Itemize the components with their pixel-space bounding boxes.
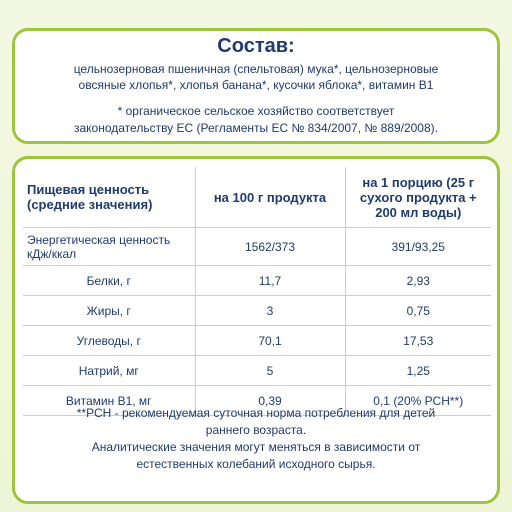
organic-note: [23, 103, 489, 137]
header-nutrition-value: Пищевая ценность (средние значения): [23, 167, 195, 228]
row-per-100g: 11,7: [195, 266, 345, 296]
composition-title: Состав:: [217, 35, 295, 57]
header-per-100g: на 100 г продукта: [195, 167, 345, 228]
footnote-line-4: естественных колебаний исходного сырья.: [136, 457, 376, 471]
table-row: [23, 228, 491, 266]
row-name: Жиры, г: [23, 296, 195, 326]
organic-note-line-1: * органическое сельское хозяйство соответствует: [117, 104, 395, 118]
row-per-serving: 2,93: [345, 266, 491, 296]
footnote-line-1: **РСН - рекомендуемая суточная норма потребления для детей: [76, 406, 436, 420]
row-per-serving: 0,75: [345, 296, 491, 326]
table-row: [23, 326, 491, 356]
organic-note-line-2: законодательству ЕС (Регламенты ЕС № 834/2007, № 889/2008).: [74, 121, 438, 135]
table-row: [23, 356, 491, 386]
composition-panel: [12, 28, 500, 144]
table-header-row: [23, 167, 491, 228]
row-per-100g: 0,39: [195, 386, 345, 416]
row-per-100g: 70,1: [195, 326, 345, 356]
row-name: Белки, г: [23, 266, 195, 296]
ingredients-text: [23, 61, 489, 93]
footnote: [23, 405, 489, 473]
row-name: Углеводы, г: [23, 326, 195, 356]
row-per-serving: 17,53: [345, 326, 491, 356]
row-name: Витамин В1, мг: [23, 386, 195, 416]
table-row: [23, 296, 491, 326]
row-name: Энергетическая ценность кДж/ккал: [23, 228, 195, 266]
table-row: [23, 266, 491, 296]
row-per-serving: 391/93,25: [345, 228, 491, 266]
row-per-100g: 3: [195, 296, 345, 326]
nutrition-table: [23, 167, 491, 416]
footnote-line-2: раннего возраста.: [205, 423, 307, 437]
row-per-serving: 1,25: [345, 356, 491, 386]
row-per-serving: 0,1 (20% РСН**): [345, 386, 491, 416]
ingredients-line-1: цельнозерновая пшеничная (спельтовая) мука*, цельнозерновые: [73, 62, 439, 76]
nutrition-panel: [12, 156, 500, 504]
row-name: Натрий, мг: [23, 356, 195, 386]
row-per-100g: 5: [195, 356, 345, 386]
row-per-100g: 1562/373: [195, 228, 345, 266]
footnote-line-3: Аналитические значения могут меняться в зависимости от: [91, 440, 421, 454]
ingredients-line-2: овсяные хлопья*, хлопья банана*, кусочки яблока*, витамин В1: [78, 78, 434, 92]
header-per-serving: на 1 порцию (25 г сухого продукта + 200 мл воды): [345, 167, 491, 228]
